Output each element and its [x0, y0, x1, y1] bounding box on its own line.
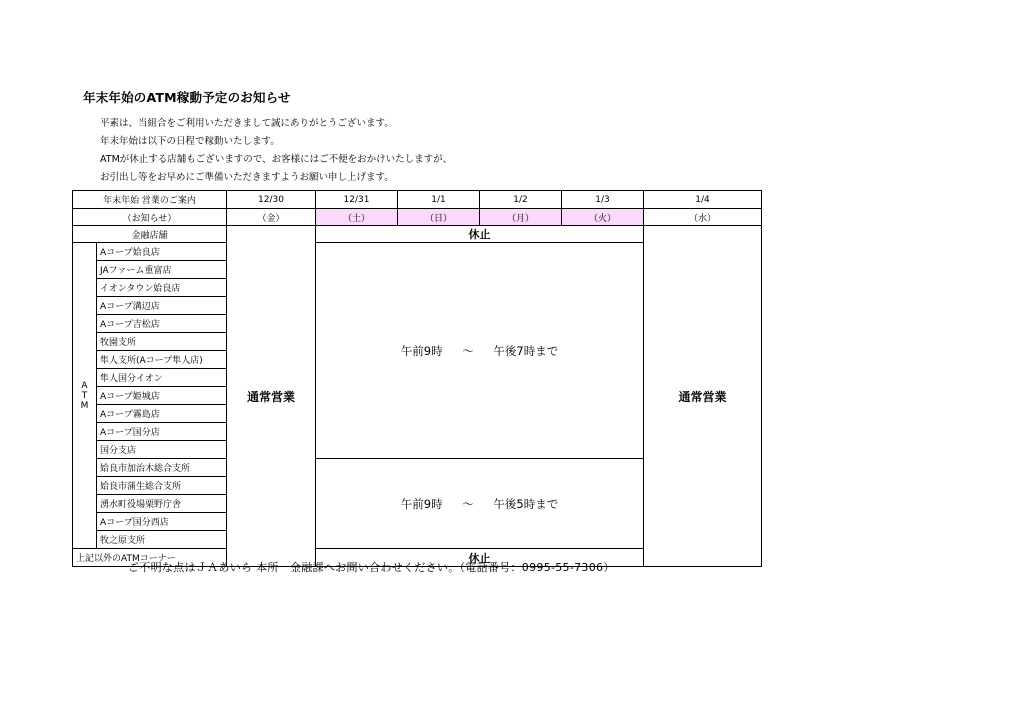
atm-letter: T [81, 390, 88, 401]
weekday-cell-holiday: （日） [398, 209, 480, 226]
page-title: 年末年始のATM稼動予定のお知らせ [83, 90, 291, 105]
closed-other-atm: 休止 [316, 549, 644, 567]
date-cell: 1/2 [480, 191, 562, 209]
date-cell: 12/30 [227, 191, 316, 209]
financial-label: 金融店舗 [73, 226, 227, 243]
branch-name: 隼人支所(Aコープ隼人店) [97, 351, 227, 369]
normal-business-1230: 通常営業 [227, 226, 316, 567]
hours-end: 午後5時まで [493, 496, 559, 511]
branch-name: Aコープ姶良店 [97, 243, 227, 261]
other-atm-label: 上記以外のATMコーナー [73, 549, 227, 567]
atm-letter: A [81, 380, 88, 391]
hours-separator: ～ [462, 343, 474, 358]
branch-name: Aコープ溝辺店 [97, 297, 227, 315]
weekday-cell-holiday: （火） [562, 209, 644, 226]
weekday-cell-holiday: （月） [480, 209, 562, 226]
weekday-cell: （水） [644, 209, 762, 226]
weekday-cell-holiday: （土） [316, 209, 398, 226]
intro-line: お引出し等をお早めにご準備いただきますようお願い申し上げます。 [100, 172, 394, 183]
closed-financial: 休止 [316, 226, 644, 243]
branch-name: 隼人国分イオン [97, 369, 227, 387]
schedule-table [72, 190, 762, 567]
atm-letter: M [80, 400, 89, 411]
hours-start: 午前9時 [400, 343, 443, 358]
branch-name: Aコープ吉松店 [97, 315, 227, 333]
branch-name: 姶良市加治木総合支所 [97, 459, 227, 477]
header-sub: （お知らせ） [73, 209, 227, 226]
atm-label [73, 243, 97, 549]
branch-name: Aコープ国分店 [97, 423, 227, 441]
hours-group-1 [316, 243, 644, 459]
branch-name: 牧園支所 [97, 333, 227, 351]
branch-name: Aコープ国分西店 [97, 513, 227, 531]
hours-group-2 [316, 459, 644, 549]
branch-name: Aコープ姫城店 [97, 387, 227, 405]
branch-name: Aコープ霧島店 [97, 405, 227, 423]
hours-separator: ～ [462, 496, 474, 511]
intro-text [100, 115, 452, 187]
weekday-cell: （金） [227, 209, 316, 226]
hours-end: 午後7時まで [493, 343, 559, 358]
contact-footer: ご不明な点はＪＡあいら 本所 金融課へお問い合わせください。（電話番号：0995-55-7306） [128, 561, 615, 574]
normal-business-0104: 通常営業 [644, 226, 762, 567]
branch-name: 湧水町役場栗野庁舎 [97, 495, 227, 513]
branch-name: JAファーム重富店 [97, 261, 227, 279]
intro-line: 年末年始は以下の日程で稼動いたします。 [100, 136, 280, 147]
intro-line: 平素は、当組合をご利用いただきまして誠にありがとうございます。 [100, 118, 394, 129]
hours-start: 午前9時 [400, 496, 443, 511]
branch-name: 姶良市蒲生総合支所 [97, 477, 227, 495]
branch-name: 牧之原支所 [97, 531, 227, 549]
date-cell: 1/1 [398, 191, 480, 209]
branch-name: イオンタウン姶良店 [97, 279, 227, 297]
intro-line: ATMが休止する店舗もございますので、お客様にはご不便をおかけいたしますが、 [100, 154, 453, 165]
date-cell: 12/31 [316, 191, 398, 209]
branch-name: 国分支店 [97, 441, 227, 459]
date-cell: 1/3 [562, 191, 644, 209]
date-cell: 1/4 [644, 191, 762, 209]
header-label: 年末年始 営業のご案内 [73, 191, 227, 209]
